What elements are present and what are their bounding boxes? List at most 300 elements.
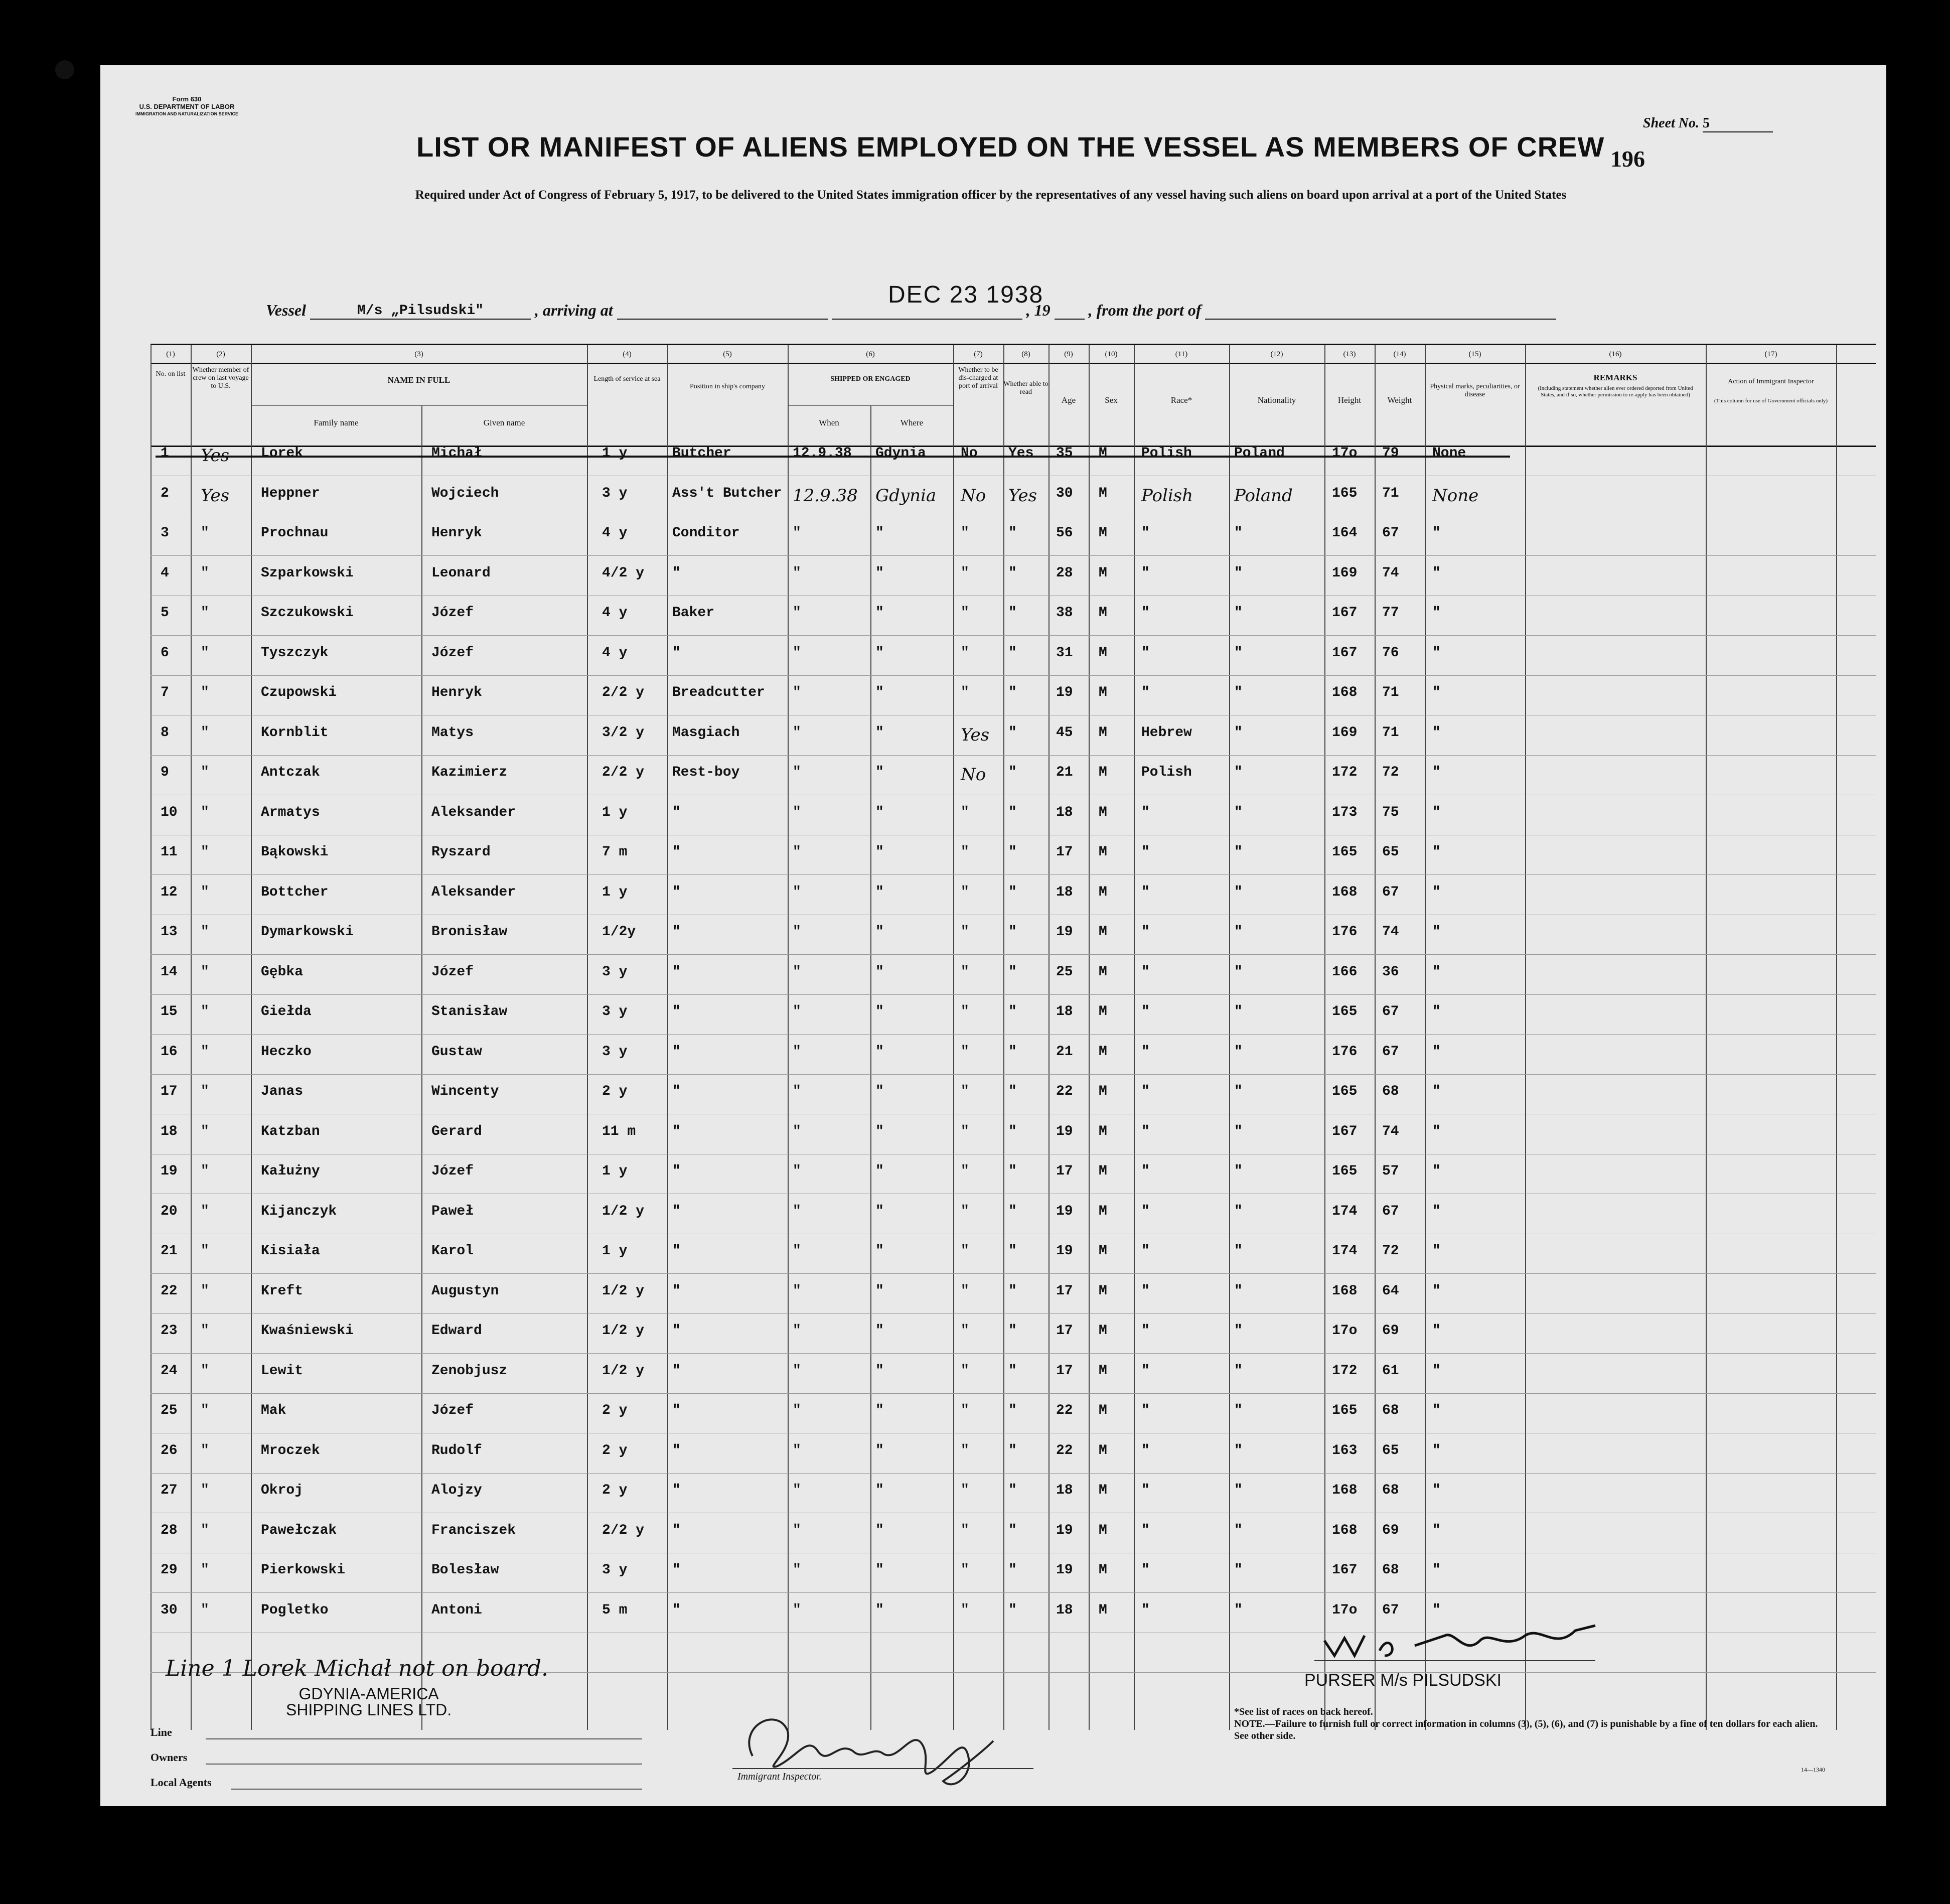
shipped-where: " <box>875 1243 884 1259</box>
family-name: Gębka <box>261 964 304 980</box>
family-name: Szczukowski <box>261 605 354 621</box>
shipped-when: " <box>793 765 801 780</box>
family-name: Armatys <box>261 804 320 820</box>
able-to-read: " <box>1008 1004 1017 1019</box>
nationality: " <box>1234 765 1243 780</box>
date-stamp: DEC 23 1938 <box>888 281 1044 308</box>
height: 168 <box>1332 1483 1358 1498</box>
col-when: When <box>819 418 839 427</box>
shipped-where: " <box>875 1044 884 1060</box>
length-of-service: 1/2 y <box>602 1363 645 1379</box>
age: 18 <box>1056 1602 1073 1618</box>
column-rule <box>151 345 152 1730</box>
shipped-when: " <box>793 1323 801 1339</box>
sex: M <box>1099 1283 1107 1299</box>
crew-member-flag: " <box>201 1283 209 1299</box>
shipped-when: " <box>793 1283 801 1299</box>
physical-marks: " <box>1432 1044 1441 1060</box>
length-of-service: 7 m <box>602 844 628 860</box>
crew-member-flag: " <box>201 1403 209 1418</box>
company-name: GDYNIA-AMERICA <box>298 1685 439 1703</box>
able-to-read: " <box>1008 1243 1017 1259</box>
column-number: (15) <box>1468 350 1481 358</box>
nationality: " <box>1234 1084 1243 1099</box>
height: 167 <box>1332 645 1358 661</box>
column-rule <box>1048 345 1049 1730</box>
shipped-where: " <box>875 565 884 581</box>
row-rule <box>151 994 1876 995</box>
family-name: Kwaśniewski <box>261 1323 354 1339</box>
discharged: Yes <box>961 724 990 745</box>
nationality: " <box>1234 1323 1243 1339</box>
given-name: Kazimierz <box>431 765 508 780</box>
col-height: Height <box>1337 395 1362 405</box>
race: " <box>1141 1562 1150 1578</box>
nationality: " <box>1234 924 1243 940</box>
shipped-when: " <box>793 565 801 581</box>
nationality: " <box>1234 565 1243 581</box>
age: 22 <box>1056 1084 1073 1099</box>
discharged: " <box>961 1004 969 1019</box>
age: 19 <box>1056 1522 1073 1538</box>
discharged: " <box>961 1084 969 1099</box>
family-name: Mak <box>261 1403 286 1418</box>
column-rule <box>191 345 192 1730</box>
form-number: Form 630 <box>172 95 202 103</box>
weight: 74 <box>1382 1123 1399 1139</box>
shipped-where: " <box>875 1522 884 1538</box>
shipped-where: " <box>875 1084 884 1099</box>
row-number: 5 <box>161 605 169 621</box>
family-name: Janas <box>261 1084 304 1099</box>
given-name: Rudolf <box>431 1442 482 1458</box>
vessel-label: Vessel <box>266 301 306 319</box>
row-number: 2 <box>161 485 169 501</box>
given-name: Wincenty <box>431 1084 499 1099</box>
weight: 67 <box>1382 1004 1399 1019</box>
shipped-when: " <box>793 724 801 741</box>
local-agents-blank <box>231 1789 642 1790</box>
col-able-to-read: Whether able to read <box>1003 380 1048 396</box>
col-position: Position in ship's company <box>690 383 765 390</box>
column-number: (4) <box>623 350 632 358</box>
column-number: (12) <box>1270 350 1283 358</box>
col-remarks-note: (Including statement whether alien ever ordered deported from United States, and if so, whether permission to re-apply has been obtained) <box>1538 385 1693 398</box>
col-action: Action of Immigrant Inspector <box>1728 378 1814 385</box>
shipped-when: " <box>793 924 801 940</box>
weight: 67 <box>1382 525 1399 541</box>
height: 167 <box>1332 1562 1358 1578</box>
weight: 68 <box>1382 1562 1399 1578</box>
company-suffix: SHIPPING LINES LTD. <box>286 1701 452 1719</box>
able-to-read: " <box>1008 1562 1017 1578</box>
height: 163 <box>1332 1442 1358 1458</box>
given-name: Gustaw <box>431 1044 482 1060</box>
age: 18 <box>1056 1483 1073 1498</box>
length-of-service: 2/2 y <box>602 765 645 780</box>
column-number: (16) <box>1609 350 1622 358</box>
given-name: Leonard <box>431 565 491 581</box>
able-to-read: " <box>1008 645 1017 661</box>
discharged: " <box>961 1363 969 1379</box>
column-number: (17) <box>1764 350 1777 358</box>
height: 167 <box>1332 1123 1358 1139</box>
physical-marks: " <box>1432 1163 1441 1179</box>
height: 173 <box>1332 804 1358 820</box>
given-name: Bronisław <box>431 924 508 940</box>
sex: M <box>1099 685 1107 700</box>
position: Conditor <box>672 525 740 541</box>
length-of-service: 3 y <box>602 1004 628 1019</box>
nationality: " <box>1234 1283 1243 1299</box>
race: " <box>1141 685 1150 700</box>
physical-marks: " <box>1432 1283 1441 1299</box>
shipped-when: " <box>793 1363 801 1379</box>
bottom-notes <box>1234 1706 1826 1742</box>
shipped-where: " <box>875 844 884 860</box>
able-to-read: " <box>1008 1403 1017 1418</box>
height: 172 <box>1332 1363 1358 1379</box>
shipped-where: " <box>875 1123 884 1139</box>
sex: M <box>1099 605 1107 621</box>
weight: 76 <box>1382 645 1399 661</box>
position: " <box>672 1004 681 1019</box>
sheet-number <box>1643 115 1773 132</box>
length-of-service: 1 y <box>602 804 628 820</box>
shipped-where: " <box>875 924 884 940</box>
shipped-when: " <box>793 844 801 860</box>
length-of-service: 2/2 y <box>602 1522 645 1538</box>
weight: 75 <box>1382 804 1399 820</box>
nationality: " <box>1234 1363 1243 1379</box>
race: " <box>1141 1203 1150 1219</box>
weight: 64 <box>1382 1283 1399 1299</box>
col-race: Race* <box>1170 395 1192 405</box>
shipped-when: " <box>793 1123 801 1139</box>
column-rule <box>1836 345 1837 1730</box>
position: " <box>672 844 681 860</box>
race: " <box>1141 1442 1150 1458</box>
shipped-when: " <box>793 884 801 900</box>
vessel-name: M/s „Pilsudski" <box>310 303 531 320</box>
year-label: , 19 <box>1026 301 1051 319</box>
family-name: Mroczek <box>261 1442 320 1458</box>
sex: M <box>1099 1243 1107 1259</box>
position: Baker <box>672 605 715 621</box>
name-subrule <box>251 405 587 406</box>
age: 19 <box>1056 1562 1073 1578</box>
given-name: Józef <box>431 605 474 621</box>
position: " <box>672 964 681 980</box>
family-name: Giełda <box>261 1004 312 1019</box>
given-name: Wojciech <box>431 485 499 501</box>
weight: 57 <box>1382 1163 1399 1179</box>
race: " <box>1141 1123 1150 1139</box>
weight: 74 <box>1382 924 1399 940</box>
row-rule <box>151 1473 1876 1474</box>
weight: 65 <box>1382 1442 1399 1458</box>
position: " <box>672 1602 681 1618</box>
position: " <box>672 1323 681 1339</box>
shipped-where: " <box>875 1562 884 1578</box>
height: 165 <box>1332 485 1358 501</box>
crew-member-flag: " <box>201 724 209 741</box>
crew-member-flag: " <box>201 1044 209 1060</box>
nationality: " <box>1234 1483 1243 1498</box>
physical-marks: " <box>1432 1363 1441 1379</box>
col-weight: Weight <box>1387 395 1412 405</box>
row-number: 18 <box>161 1123 178 1139</box>
physical-marks: " <box>1432 1203 1441 1219</box>
physical-marks: " <box>1432 1004 1441 1019</box>
position: " <box>672 804 681 820</box>
family-name: Bottcher <box>261 884 329 900</box>
able-to-read: " <box>1008 765 1017 780</box>
discharged: " <box>961 1203 969 1219</box>
race: Hebrew <box>1141 724 1192 741</box>
position: " <box>672 1283 681 1299</box>
shipped-when: " <box>793 1163 801 1179</box>
weight: 69 <box>1382 1323 1399 1339</box>
family-name: Dymarkowski <box>261 924 354 940</box>
nationality: " <box>1234 685 1243 700</box>
discharged: " <box>961 884 969 900</box>
age: 31 <box>1056 645 1073 661</box>
col-family-name: Family name <box>314 418 359 427</box>
shipped-where: " <box>875 765 884 780</box>
sex: M <box>1099 1442 1107 1458</box>
age: 22 <box>1056 1403 1073 1418</box>
shipped-when: " <box>793 1442 801 1458</box>
family-name: Katzban <box>261 1123 320 1139</box>
position: Breadcutter <box>672 685 765 700</box>
able-to-read: " <box>1008 1602 1017 1618</box>
crew-member-flag: " <box>201 605 209 621</box>
physical-marks: " <box>1432 1323 1441 1339</box>
column-number: (8) <box>1021 350 1030 358</box>
length-of-service: 1 y <box>602 884 628 900</box>
discharged: " <box>961 1602 969 1618</box>
column-rule <box>1525 345 1526 1730</box>
shipped-where: " <box>875 1283 884 1299</box>
column-rule <box>667 345 668 1730</box>
row-number: 1 <box>161 446 169 461</box>
height: 169 <box>1332 724 1358 741</box>
crew-member-flag: " <box>201 1323 209 1339</box>
given-name: Augustyn <box>431 1283 499 1299</box>
column-number: (11) <box>1175 350 1188 358</box>
physical-marks: " <box>1432 1522 1441 1538</box>
age: 18 <box>1056 884 1073 900</box>
row-number: 7 <box>161 685 169 700</box>
physical-marks: " <box>1432 1084 1441 1099</box>
shipped-when: " <box>793 1522 801 1538</box>
weight: 71 <box>1382 724 1399 741</box>
position: " <box>672 1243 681 1259</box>
sex: M <box>1099 924 1107 940</box>
shipped-where: " <box>875 605 884 621</box>
length-of-service: 2 y <box>602 1084 628 1099</box>
column-rule <box>1229 345 1230 1730</box>
shipped-where: " <box>875 964 884 980</box>
physical-marks: " <box>1432 765 1441 780</box>
family-name: Kornblit <box>261 724 329 741</box>
age: 18 <box>1056 804 1073 820</box>
shipped-where: " <box>875 724 884 741</box>
age: 19 <box>1056 924 1073 940</box>
crew-member-flag: " <box>201 525 209 541</box>
column-rule <box>788 345 789 1730</box>
crew-member-flag: " <box>201 1483 209 1498</box>
shipped-where: " <box>875 1442 884 1458</box>
sex: M <box>1099 844 1107 860</box>
sex: M <box>1099 1363 1107 1379</box>
race: " <box>1141 1283 1150 1299</box>
able-to-read: " <box>1008 1483 1017 1498</box>
able-to-read: " <box>1008 844 1017 860</box>
physical-marks: " <box>1432 605 1441 621</box>
crew-member-flag: " <box>201 1522 209 1538</box>
shipped-when: 12.9.38 <box>793 485 858 506</box>
crew-member-flag: " <box>201 1602 209 1618</box>
sex: M <box>1099 446 1107 461</box>
nationality: " <box>1234 804 1243 820</box>
row-number: 14 <box>161 964 178 980</box>
row-number: 30 <box>161 1602 178 1618</box>
race: " <box>1141 1403 1150 1418</box>
sex: M <box>1099 1084 1107 1099</box>
nationality: " <box>1234 1004 1243 1019</box>
given-name: Józef <box>431 1403 474 1418</box>
manifest-sheet <box>100 65 1886 1806</box>
able-to-read: " <box>1008 724 1017 741</box>
discharged: " <box>961 1483 969 1498</box>
shipped-when: " <box>793 685 801 700</box>
discharged: " <box>961 565 969 581</box>
owners-label: Owners <box>151 1751 188 1764</box>
shipped-when: " <box>793 1483 801 1498</box>
family-name: Okroj <box>261 1483 304 1498</box>
family-name: Szparkowski <box>261 565 354 581</box>
position: " <box>672 645 681 661</box>
sex: M <box>1099 1123 1107 1139</box>
weight: 74 <box>1382 565 1399 581</box>
race: " <box>1141 924 1150 940</box>
row-number: 11 <box>161 844 178 860</box>
sex: M <box>1099 1044 1107 1060</box>
weight: 68 <box>1382 1403 1399 1418</box>
shipped-when: " <box>793 964 801 980</box>
crew-member-flag: " <box>201 1004 209 1019</box>
inspector-label: Immigrant Inspector. <box>737 1771 822 1782</box>
col-no-on-list: No. on list <box>156 370 186 378</box>
age: 21 <box>1056 1044 1073 1060</box>
family-name: Bąkowski <box>261 844 329 860</box>
crew-member-flag: " <box>201 685 209 700</box>
row-number: 9 <box>161 765 169 780</box>
row-rule <box>151 635 1876 636</box>
row-number: 20 <box>161 1203 178 1219</box>
physical-marks: " <box>1432 724 1441 741</box>
row-number: 22 <box>161 1283 178 1299</box>
length-of-service: 3/2 y <box>602 724 645 741</box>
crew-member-flag: " <box>201 1442 209 1458</box>
physical-marks: " <box>1432 1123 1441 1139</box>
able-to-read: " <box>1008 1363 1017 1379</box>
height: 172 <box>1332 765 1358 780</box>
discharged: " <box>961 1283 969 1299</box>
length-of-service: 2 y <box>602 1483 628 1498</box>
able-to-read: " <box>1008 1442 1017 1458</box>
weight: 61 <box>1382 1363 1399 1379</box>
nationality: " <box>1234 844 1243 860</box>
crew-member-flag: " <box>201 1363 209 1379</box>
nationality: " <box>1234 964 1243 980</box>
family-name: Pierkowski <box>261 1562 346 1578</box>
position: " <box>672 884 681 900</box>
family-name: Kisiała <box>261 1243 320 1259</box>
row-number: 23 <box>161 1323 178 1339</box>
crew-member-flag: " <box>201 924 209 940</box>
nationality: Poland <box>1234 485 1293 506</box>
weight: 36 <box>1382 964 1399 980</box>
weight: 67 <box>1382 1044 1399 1060</box>
given-name: Michał <box>431 446 482 461</box>
physical-marks: " <box>1432 1562 1441 1578</box>
able-to-read: " <box>1008 1522 1017 1538</box>
sex: M <box>1099 1562 1107 1578</box>
race: " <box>1141 844 1150 860</box>
height: 176 <box>1332 924 1358 940</box>
nationality: " <box>1234 884 1243 900</box>
sex: M <box>1099 724 1107 741</box>
print-code: 14—1340 <box>1801 1766 1825 1773</box>
shipped-where: " <box>875 1363 884 1379</box>
position: Butcher <box>672 446 731 461</box>
length-of-service: 1/2 y <box>602 1283 645 1299</box>
line-label: Line <box>151 1726 172 1738</box>
shipped-when: " <box>793 605 801 621</box>
height: 174 <box>1332 1243 1358 1259</box>
given-name: Alojzy <box>431 1483 482 1498</box>
column-number: (13) <box>1343 350 1356 358</box>
sheet-value: 5 <box>1703 115 1773 132</box>
shipping-company <box>286 1686 452 1718</box>
col-age: Age <box>1061 395 1076 405</box>
able-to-read: " <box>1008 884 1017 900</box>
discharged: " <box>961 1243 969 1259</box>
shipped-when: " <box>793 525 801 541</box>
race: " <box>1141 964 1150 980</box>
discharged: " <box>961 525 969 541</box>
sex: M <box>1099 1163 1107 1179</box>
race: " <box>1141 605 1150 621</box>
height: 165 <box>1332 1084 1358 1099</box>
sex: M <box>1099 565 1107 581</box>
height: 17o <box>1332 1323 1358 1339</box>
given-name: Bolesław <box>431 1562 499 1578</box>
shipped-where: " <box>875 1203 884 1219</box>
height: 165 <box>1332 844 1358 860</box>
crew-member-flag: " <box>201 1084 209 1099</box>
from-port-blank <box>1205 303 1556 320</box>
length-of-service: 2/2 y <box>602 685 645 700</box>
crew-member-flag: Yes <box>201 446 230 466</box>
nationality: " <box>1234 1442 1243 1458</box>
shipped-when: " <box>793 1403 801 1418</box>
form-identifier <box>135 95 238 118</box>
nationality: " <box>1234 1602 1243 1618</box>
